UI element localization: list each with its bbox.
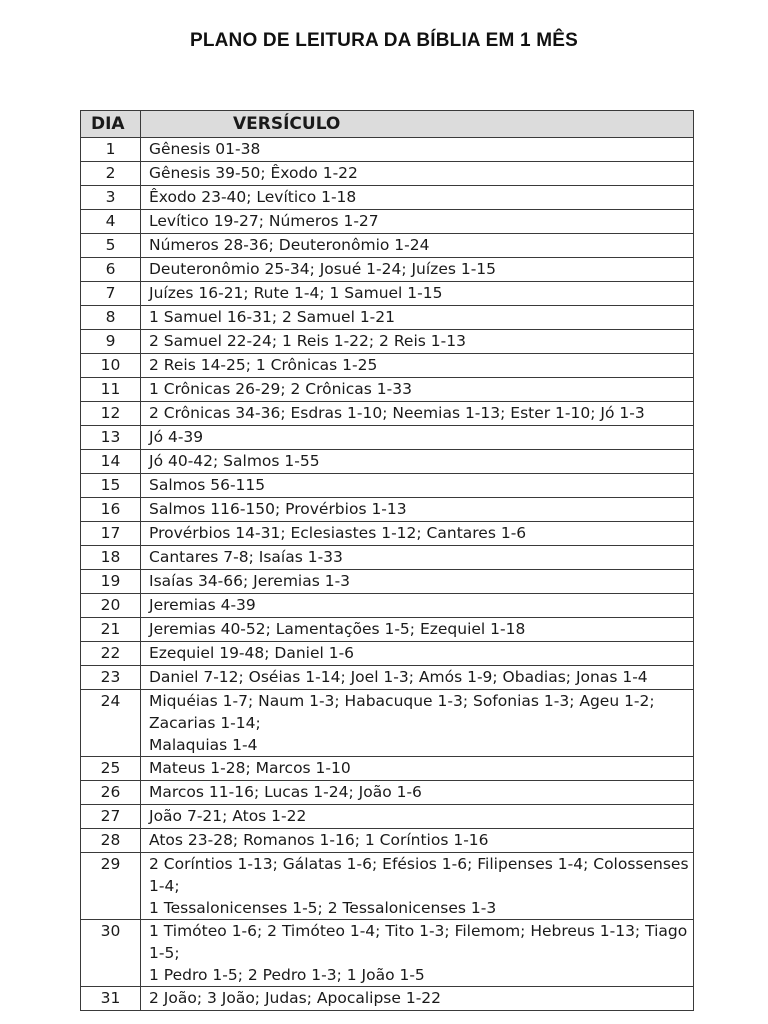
table-row: [81, 618, 694, 642]
verse-cell: Salmos 116-150; Provérbios 1-13: [141, 498, 694, 522]
day-cell: 5: [81, 234, 141, 258]
day-cell: 27: [81, 805, 141, 829]
day-cell: 17: [81, 522, 141, 546]
table-row: [81, 987, 694, 1011]
table-row: [81, 138, 694, 162]
table-row: [81, 666, 694, 690]
verse-cell: 2 João; 3 João; Judas; Apocalipse 1-22: [141, 987, 694, 1011]
verse-cell: Êxodo 23-40; Levítico 1-18: [141, 186, 694, 210]
table-row: [81, 642, 694, 666]
day-cell: 31: [81, 987, 141, 1011]
day-cell: 24: [81, 690, 141, 757]
day-cell: 12: [81, 402, 141, 426]
day-cell: 15: [81, 474, 141, 498]
day-cell: 1: [81, 138, 141, 162]
verse-cell: Juízes 16-21; Rute 1-4; 1 Samuel 1-15: [141, 282, 694, 306]
verse-cell: Mateus 1-28; Marcos 1-10: [141, 757, 694, 781]
day-cell: 13: [81, 426, 141, 450]
day-cell: 21: [81, 618, 141, 642]
table-row: [81, 570, 694, 594]
table-row: [81, 354, 694, 378]
verse-cell: Marcos 11-16; Lucas 1-24; João 1-6: [141, 781, 694, 805]
table-row: [81, 306, 694, 330]
verse-cell: Provérbios 14-31; Eclesiastes 1-12; Cantares 1-6: [141, 522, 694, 546]
verse-cell: Atos 23-28; Romanos 1-16; 1 Coríntios 1-16: [141, 829, 694, 853]
verse-cell: Levítico 19-27; Números 1-27: [141, 210, 694, 234]
verse-cell: Jó 40-42; Salmos 1-55: [141, 450, 694, 474]
day-cell: 14: [81, 450, 141, 474]
table-row: [81, 690, 694, 757]
day-cell: 4: [81, 210, 141, 234]
day-cell: 8: [81, 306, 141, 330]
day-cell: 30: [81, 920, 141, 987]
day-cell: 9: [81, 330, 141, 354]
header-day: DIA: [81, 111, 141, 138]
day-cell: 19: [81, 570, 141, 594]
table-row: [81, 757, 694, 781]
verse-cell: Ezequiel 19-48; Daniel 1-6: [141, 642, 694, 666]
table-row: [81, 829, 694, 853]
table-row: [81, 162, 694, 186]
table-row: [81, 330, 694, 354]
verse-cell: Jeremias 4-39: [141, 594, 694, 618]
verse-cell: 1 Timóteo 1-6; 2 Timóteo 1-4; Tito 1-3; Filemom; Hebreus 1-13; Tiago 1-5; 1 Pedro 1-5; 2 Pedro 1-3; 1 João 1-5: [141, 920, 694, 987]
reading-plan-table: [80, 110, 694, 1011]
verse-cell: João 7-21; Atos 1-22: [141, 805, 694, 829]
verse-cell: 2 Coríntios 1-13; Gálatas 1-6; Efésios 1-6; Filipenses 1-4; Colossenses 1-4; 1 Tessalonicenses 1-5; 2 Tessalonicenses 1-3: [141, 853, 694, 920]
verse-cell: Cantares 7-8; Isaías 1-33: [141, 546, 694, 570]
verse-cell: 2 Reis 14-25; 1 Crônicas 1-25: [141, 354, 694, 378]
day-cell: 18: [81, 546, 141, 570]
table-row: [81, 234, 694, 258]
day-cell: 3: [81, 186, 141, 210]
day-cell: 23: [81, 666, 141, 690]
day-cell: 6: [81, 258, 141, 282]
table-row: [81, 426, 694, 450]
verse-cell: Deuteronômio 25-34; Josué 1-24; Juízes 1-15: [141, 258, 694, 282]
verse-cell: Jeremias 40-52; Lamentações 1-5; Ezequiel 1-18: [141, 618, 694, 642]
day-cell: 29: [81, 853, 141, 920]
verse-cell: 2 Samuel 22-24; 1 Reis 1-22; 2 Reis 1-13: [141, 330, 694, 354]
table-row: [81, 920, 694, 987]
table-row: [81, 522, 694, 546]
verse-cell: 1 Crônicas 26-29; 2 Crônicas 1-33: [141, 378, 694, 402]
table-body: [81, 138, 694, 1011]
verse-cell: Isaías 34-66; Jeremias 1-3: [141, 570, 694, 594]
table-row: [81, 498, 694, 522]
table-header-row: [81, 111, 694, 138]
table-row: [81, 378, 694, 402]
verse-cell: Gênesis 39-50; Êxodo 1-22: [141, 162, 694, 186]
table-row: [81, 781, 694, 805]
day-cell: 22: [81, 642, 141, 666]
table-row: [81, 186, 694, 210]
verse-cell: Miquéias 1-7; Naum 1-3; Habacuque 1-3; Sofonias 1-3; Ageu 1-2; Zacarias 1-14; Malaquias 1-4: [141, 690, 694, 757]
day-cell: 25: [81, 757, 141, 781]
day-cell: 11: [81, 378, 141, 402]
verse-cell: 2 Crônicas 34-36; Esdras 1-10; Neemias 1-13; Ester 1-10; Jó 1-3: [141, 402, 694, 426]
table-row: [81, 546, 694, 570]
table-row: [81, 210, 694, 234]
table-row: [81, 450, 694, 474]
table-row: [81, 805, 694, 829]
table-row: [81, 474, 694, 498]
table-row: [81, 594, 694, 618]
day-cell: 20: [81, 594, 141, 618]
verse-cell: Daniel 7-12; Oséias 1-14; Joel 1-3; Amós 1-9; Obadias; Jonas 1-4: [141, 666, 694, 690]
day-cell: 10: [81, 354, 141, 378]
verse-cell: 1 Samuel 16-31; 2 Samuel 1-21: [141, 306, 694, 330]
verse-cell: Salmos 56-115: [141, 474, 694, 498]
table-row: [81, 853, 694, 920]
day-cell: 7: [81, 282, 141, 306]
day-cell: 2: [81, 162, 141, 186]
day-cell: 26: [81, 781, 141, 805]
verse-cell: Jó 4-39: [141, 426, 694, 450]
verse-cell: Números 28-36; Deuteronômio 1-24: [141, 234, 694, 258]
page-title: PLANO DE LEITURA DA BÍBLIA EM 1 MÊS: [189, 30, 579, 51]
table-row: [81, 402, 694, 426]
table-row: [81, 282, 694, 306]
day-cell: 16: [81, 498, 141, 522]
verse-cell: Gênesis 01-38: [141, 138, 694, 162]
header-verse: VERSÍCULO: [141, 111, 694, 138]
table-row: [81, 258, 694, 282]
day-cell: 28: [81, 829, 141, 853]
